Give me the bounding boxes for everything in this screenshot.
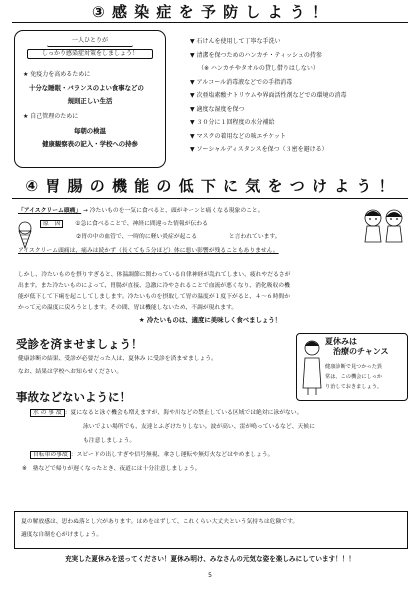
cause-2: ②胃の中の血管で、一時的に軽い炎症が起こる [76, 234, 198, 240]
selfcare-head: ★ 自己管理のために [23, 113, 79, 120]
para-line: 能が低下して下痢を起こしてしまします。冷たいものを摂取して胃の温度が１度下がると、４～６時間か [18, 294, 290, 300]
section4-rule [12, 198, 408, 199]
kids-eating-illustration [360, 206, 408, 246]
summer-note-box [14, 511, 408, 549]
banner-title1: 夏休みは [325, 337, 357, 346]
prevention-item: （※ ハンカチやタオルの貸し借りはしない） [198, 65, 319, 72]
intro-line1: 一人ひとりが [47, 37, 133, 47]
cold-food-conclusion: ★ 冷たいものは、適度に美味しく食べましょう！ [138, 316, 282, 324]
accident-title: 事故などないように！ [16, 390, 131, 404]
cause-tail: と言われています。 [228, 234, 281, 240]
night-note: ※ 塾などで帰りが遅くなったとき、夜道には十分注意しましょう。 [22, 466, 201, 472]
closing-message: 充実した夏休みを送ってください！夏休み明け、みなさんの元気な姿を楽しみにしています！！！ [65, 555, 355, 563]
prevention-item: ▼ 次亜塩素酸ナトリウムや界面活性剤などでの環境の消毒 [190, 92, 347, 99]
checkup-line1: 健康診断の結果、受診が必要だった人は、夏休み に受診を済ませましょう。 [18, 356, 217, 362]
prevention-list [190, 35, 346, 157]
water-text1: ：夏になると泳ぐ機会も増えますが、海や川などの禁止している区域では絶対に泳がない。 [64, 410, 303, 416]
water-line3: も注意しましょう。 [83, 438, 136, 444]
cause-line1 [40, 219, 208, 230]
treatment-banner [296, 333, 408, 401]
section3-rule [12, 22, 408, 23]
banner-line: 常は、この機会にしっか [325, 374, 383, 380]
prevention-item: ▼ マスクの着用などの咳エチケット [190, 132, 286, 140]
prevention-item: ▼ 石けんを使用して丁寧な手洗い [190, 38, 281, 45]
prevention-item: ▼ ３０分に１回程度の水分補給 [190, 119, 275, 126]
prevention-box [14, 30, 166, 168]
para-line: かって元の温度に戻ろうとします。その間、胃は機能しないため、不調が現れます。 [18, 305, 238, 311]
water-line1 [30, 408, 302, 419]
cold-food-para [18, 270, 290, 314]
para-line: 出ます。また冷たいものによって、胃腸が直接、急激に冷やされることで血流が悪くなり、消化吸収の機 [18, 283, 290, 289]
page-number: 5 [208, 572, 212, 579]
bike-line [30, 450, 273, 461]
section3-title: ③ 感 染 症 を 予 防 し よ う ！ [92, 3, 328, 21]
headache-definition [18, 206, 264, 217]
bike-tag: 自転車の事故 [30, 451, 71, 459]
immunity-line2: 規則正しい生活 [67, 97, 113, 105]
intro-line2: しっかり感染症対策をしましょう！ [27, 49, 153, 60]
checkup-title: 受診を済ませましょう！ [16, 337, 143, 351]
banner-line: り治しておきましょう。 [325, 384, 383, 390]
water-tag: 水 の 事 故 [30, 409, 65, 417]
banner-title2: 治療のチャンス [333, 347, 389, 356]
note-line1: 夏の解放感は、思わぬ落とし穴があります。はめをはずして、これくらい大丈夫という気持ちは危険です。 [21, 519, 299, 525]
prevention-item: ▼ 適度な湿度を保つ [190, 105, 245, 113]
immunity-line1: 十分な睡眠・バランスのよい食事などの [29, 84, 144, 92]
cause-tag: 原 因 [40, 220, 63, 228]
note-line2: 適度な自制を心がけましょう。 [21, 532, 103, 538]
banner-text [325, 362, 382, 392]
prevention-item: ▼ アルコール消毒液などでの手指消毒 [190, 78, 293, 86]
headache-desc: → 冷たいものを一気に食べると、頭がキーンと痛くなる現象のこと。 [83, 208, 264, 214]
nurse-illustration [301, 338, 323, 396]
cause-1: ①急に食べることで、神経に間違った情報が伝わる [75, 221, 208, 227]
prevention-item: ▼ ソーシャルディスタンスを保つ（３密を避ける） [190, 146, 328, 153]
cause-line2 [76, 232, 281, 243]
checkup-line2: なお、結果は学校へお知らせください。 [18, 369, 123, 375]
prevention-item: ▼ 清潔を保つためのハンカチ・ティッシュの持参 [190, 51, 322, 59]
immunity-head: ★ 免疫力を高めるために [23, 71, 91, 78]
banner-line: 健康診断で見つかった異 [325, 364, 383, 370]
bike-text: ：スピードの出しすぎや信号無視、傘さし運転や無灯火などはやめましょう。 [70, 452, 274, 458]
section4-title: ④ 胃 腸 の 機 能 の 低 下 に 気 を つ け よ う ！ [25, 177, 395, 195]
headache-term: 「アイスクリーム頭痛」 [18, 208, 82, 214]
selfcare-line1: 毎朝の検温 [74, 127, 106, 135]
water-line2: 泳いでよい場所でも、友達とふざけたりしない。波が高い、雷が鳴っているなど、天候に [83, 424, 315, 430]
para-line: しかし、冷たいものを摂りすぎると、体温調節に関わっている自律神経が乱れてしまい、疲れやだるさが [18, 272, 291, 278]
selfcare-line2: 健康観察表の記入・学校への持参 [42, 140, 138, 148]
headache-warning: アイスクリーム頭痛は、痛みは続かず（長くても５分ほど）体に悪い影響が残ることもありません。 [18, 248, 279, 254]
